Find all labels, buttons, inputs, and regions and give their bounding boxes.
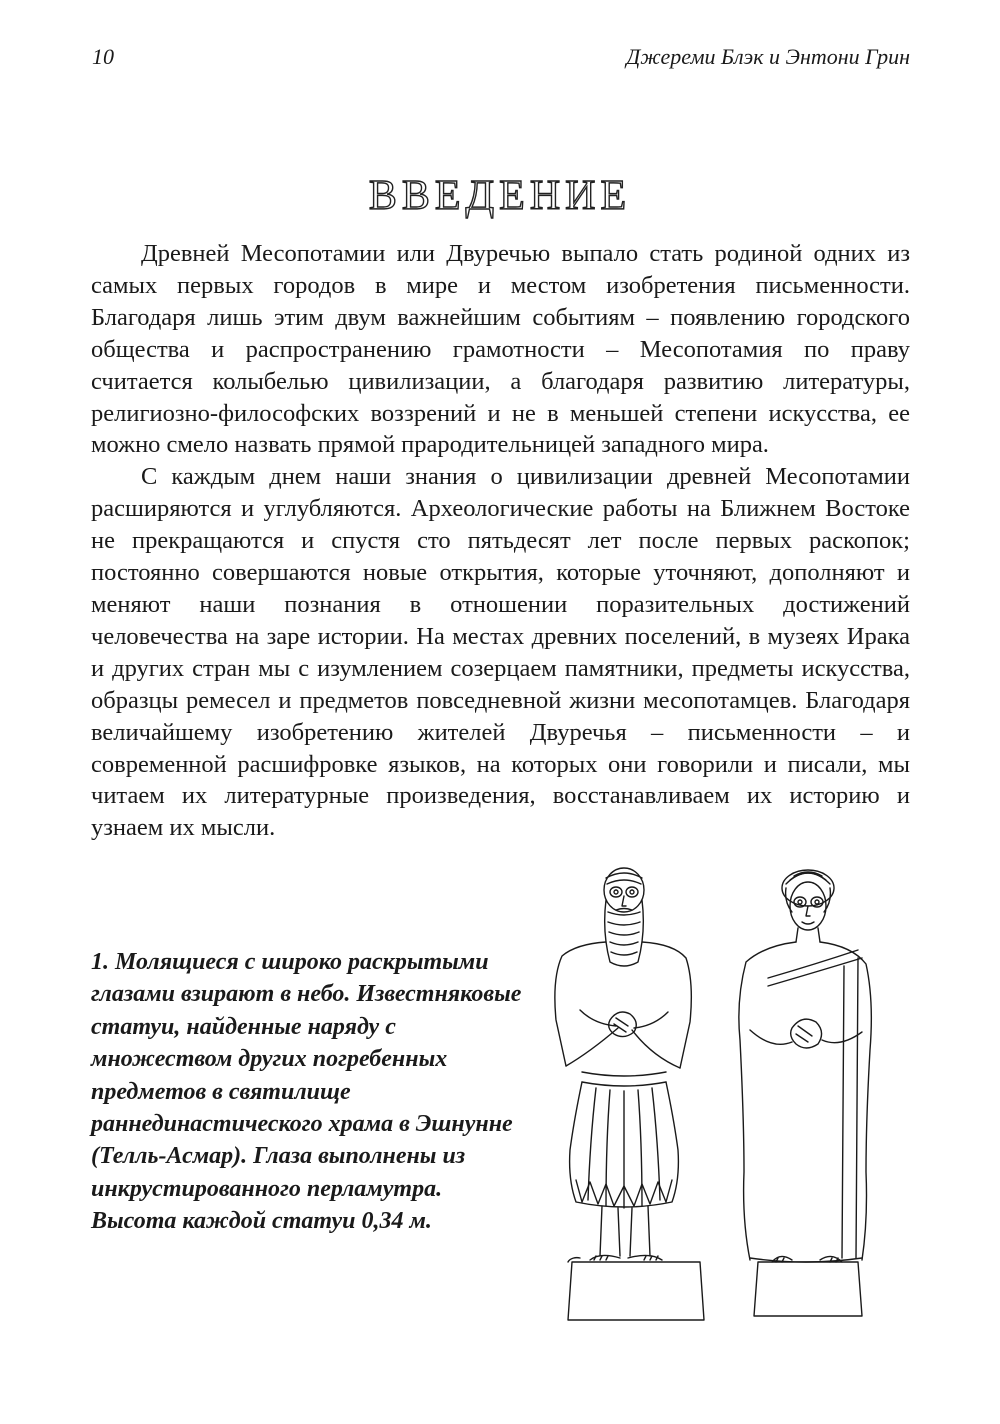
page-number: 10: [92, 44, 114, 69]
male-statue-figure: [555, 868, 704, 1320]
paragraph-2: С каждым днем наши знания о цивилизации древней Месопотамии расширяются и углубляются. Археологические работы на Ближнем Востоке не прекращаются и спустя сто пятьдесят лет после первых раскопок; постоянно совершаются новые открытия, которые уточняют, дополняют и меняют наши познания в отношении поразительных достижений человечества на заре истории. На местах древних поселений, в музеях Ирака и других стран мы с изумлением созерцаем памятники, предметы искусства, образцы ремесел и предметов повседневной жизни месопотамцев. Благодаря величайшему изобретению жителей Двуречья – письменности – и современной расшифровке языков, на которых они говорили и писали, мы читаем их литературные произведения, восстанавливаем их историю и узнаем их мысли.: [91, 463, 910, 842]
chapter-title: ВВЕДЕНИЕ: [368, 173, 632, 219]
page-header: [92, 44, 910, 78]
paragraph-1: Древней Месопотамии или Двуречью выпало стать родиной одних из самых первых городов в мире и местом изобретения письменности. Благодаря лишь этим двум важнейшим событиям – появлению городского общества и распространению грамотности – Месопотамия по праву считается колыбелью цивилизации, а благодаря развитию литературы, религиозно-философских воззрений и не в меньшей степени искусства, ее можно смело назвать прямой прародительницей западного мира.: [91, 240, 910, 459]
running-title: Джереми Блэк и Энтони Грин: [626, 44, 910, 69]
body-text: [91, 238, 910, 844]
worshipper-statues-illustration: [540, 860, 920, 1330]
female-statue-figure: [739, 870, 871, 1316]
figure-caption: 1. Молящиеся с широко раскрытыми глазами взирают в небо. Известняковые статуи, найденные наряду с множеством других погребенных предметов в святилище раннединастического храма в Эшнунне (Телль-Асмар). Глаза выполнены из инкрустированного перламутра. Высота каждой статуи 0,34 м.: [91, 949, 522, 1235]
statues-drawing: [540, 860, 920, 1330]
